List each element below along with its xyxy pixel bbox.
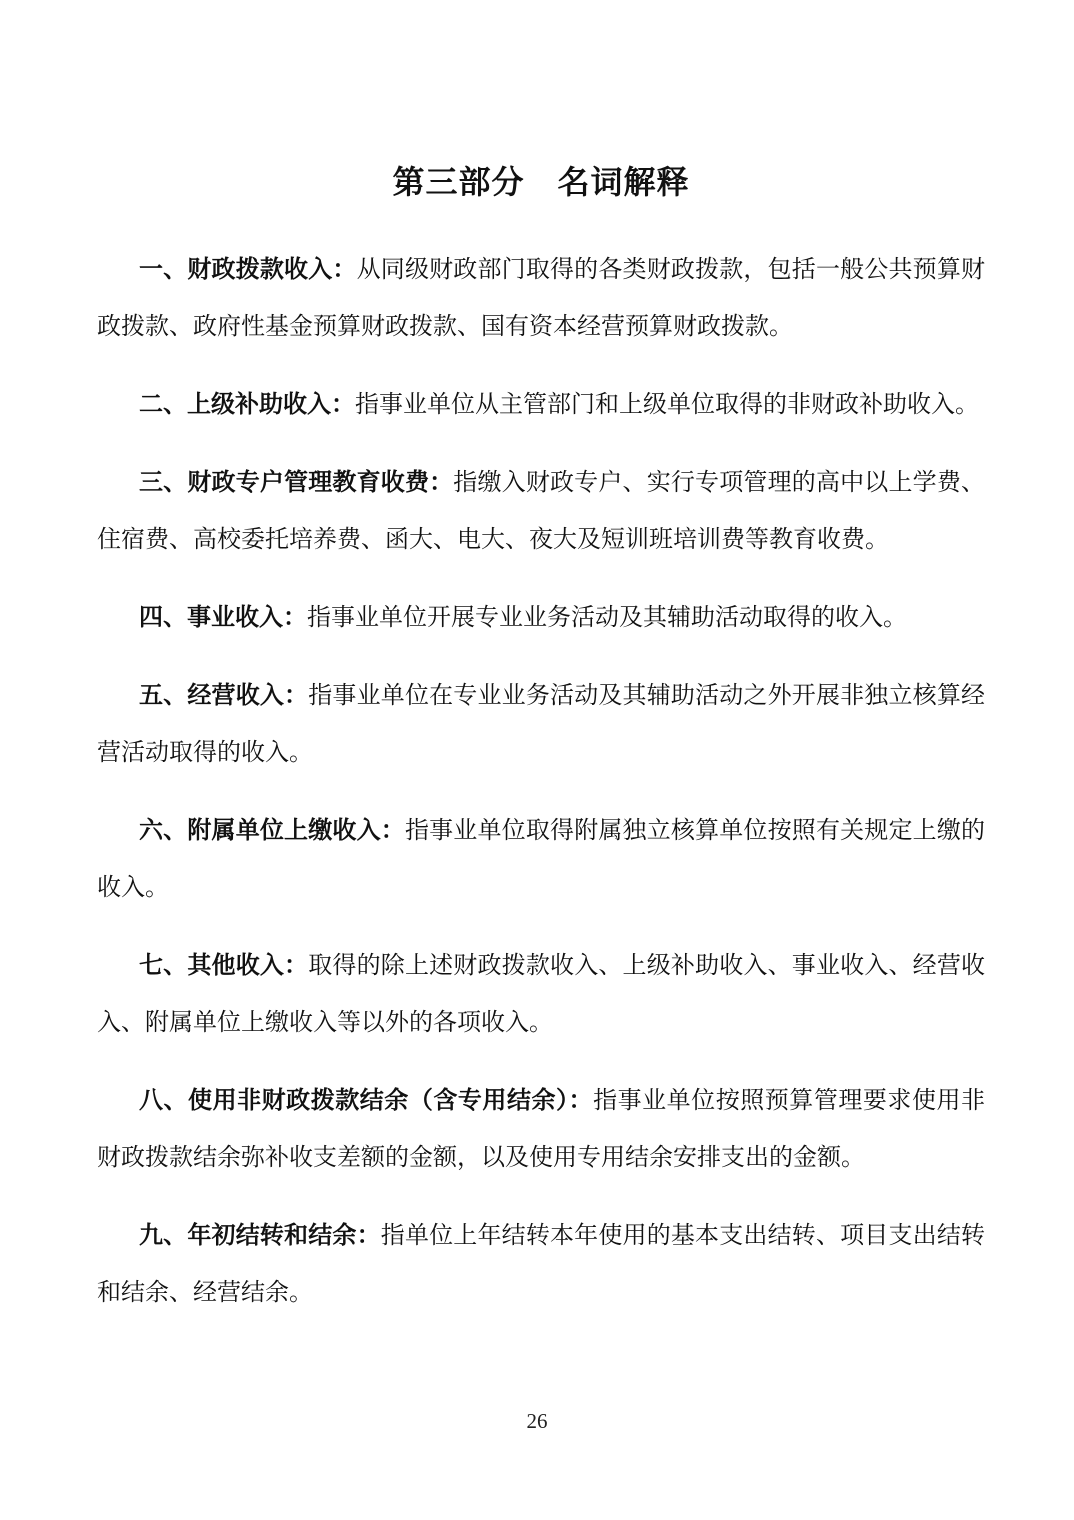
glossary-item-7 xyxy=(97,938,985,1052)
term-definition: 取得的除上述财政拨款收入、上级补助收入、事业收入、经营收入、附属单位上缴收入等以外的各项收入。 xyxy=(97,953,986,1036)
glossary-item-9 xyxy=(97,1208,985,1322)
term-label: 三、财政专户管理教育收费： xyxy=(139,470,454,496)
document-title: 第三部分 名词解释 xyxy=(392,164,690,200)
term-definition: 指事业单位开展专业业务活动及其辅助活动取得的收入。 xyxy=(307,605,907,631)
page-number: 26 xyxy=(526,1409,548,1433)
term-label: 一、财政拨款收入： xyxy=(139,257,357,283)
term-label: 六、附属单位上缴收入： xyxy=(139,818,405,844)
term-definition: 从同级财政部门取得的各类财政拨款，包括一般公共预算财政拨款、政府性基金预算财政拨款、国有资本经营预算财政拨款。 xyxy=(97,257,986,340)
term-label: 二、上级补助收入： xyxy=(139,392,355,418)
term-definition: 指事业单位取得附属独立核算单位按照有关规定上缴的收入。 xyxy=(97,818,986,901)
term-label: 四、事业收入： xyxy=(139,605,307,631)
term-definition: 指缴入财政专户、实行专项管理的高中以上学费、住宿费、高校委托培养费、函大、电大、夜大及短训班培训费等教育收费。 xyxy=(97,470,986,553)
glossary-item-1 xyxy=(97,242,985,356)
term-label: 八、使用非财政拨款结余（含专用结余）： xyxy=(139,1088,594,1114)
glossary-item-8 xyxy=(97,1073,985,1187)
glossary-item-6 xyxy=(97,803,985,917)
glossary-item-4 xyxy=(97,590,985,647)
term-definition: 指事业单位在专业业务活动及其辅助活动之外开展非独立核算经营活动取得的收入。 xyxy=(97,683,986,766)
term-label: 七、其他收入： xyxy=(139,953,309,979)
term-label: 九、年初结转和结余： xyxy=(139,1223,381,1249)
term-definition: 指事业单位从主管部门和上级单位取得的非财政补助收入。 xyxy=(355,392,979,418)
term-definition: 指单位上年结转本年使用的基本支出结转、项目支出结转和结余、经营结余。 xyxy=(97,1223,985,1306)
term-label: 五、经营收入： xyxy=(139,683,309,709)
glossary-item-2 xyxy=(97,377,985,434)
glossary-section-list xyxy=(97,242,985,1322)
term-definition: 指事业单位按照预算管理要求使用非财政拨款结余弥补收支差额的金额，以及使用专用结余安排支出的金额。 xyxy=(97,1088,986,1171)
glossary-item-3 xyxy=(97,455,985,569)
glossary-item-5 xyxy=(97,668,985,782)
